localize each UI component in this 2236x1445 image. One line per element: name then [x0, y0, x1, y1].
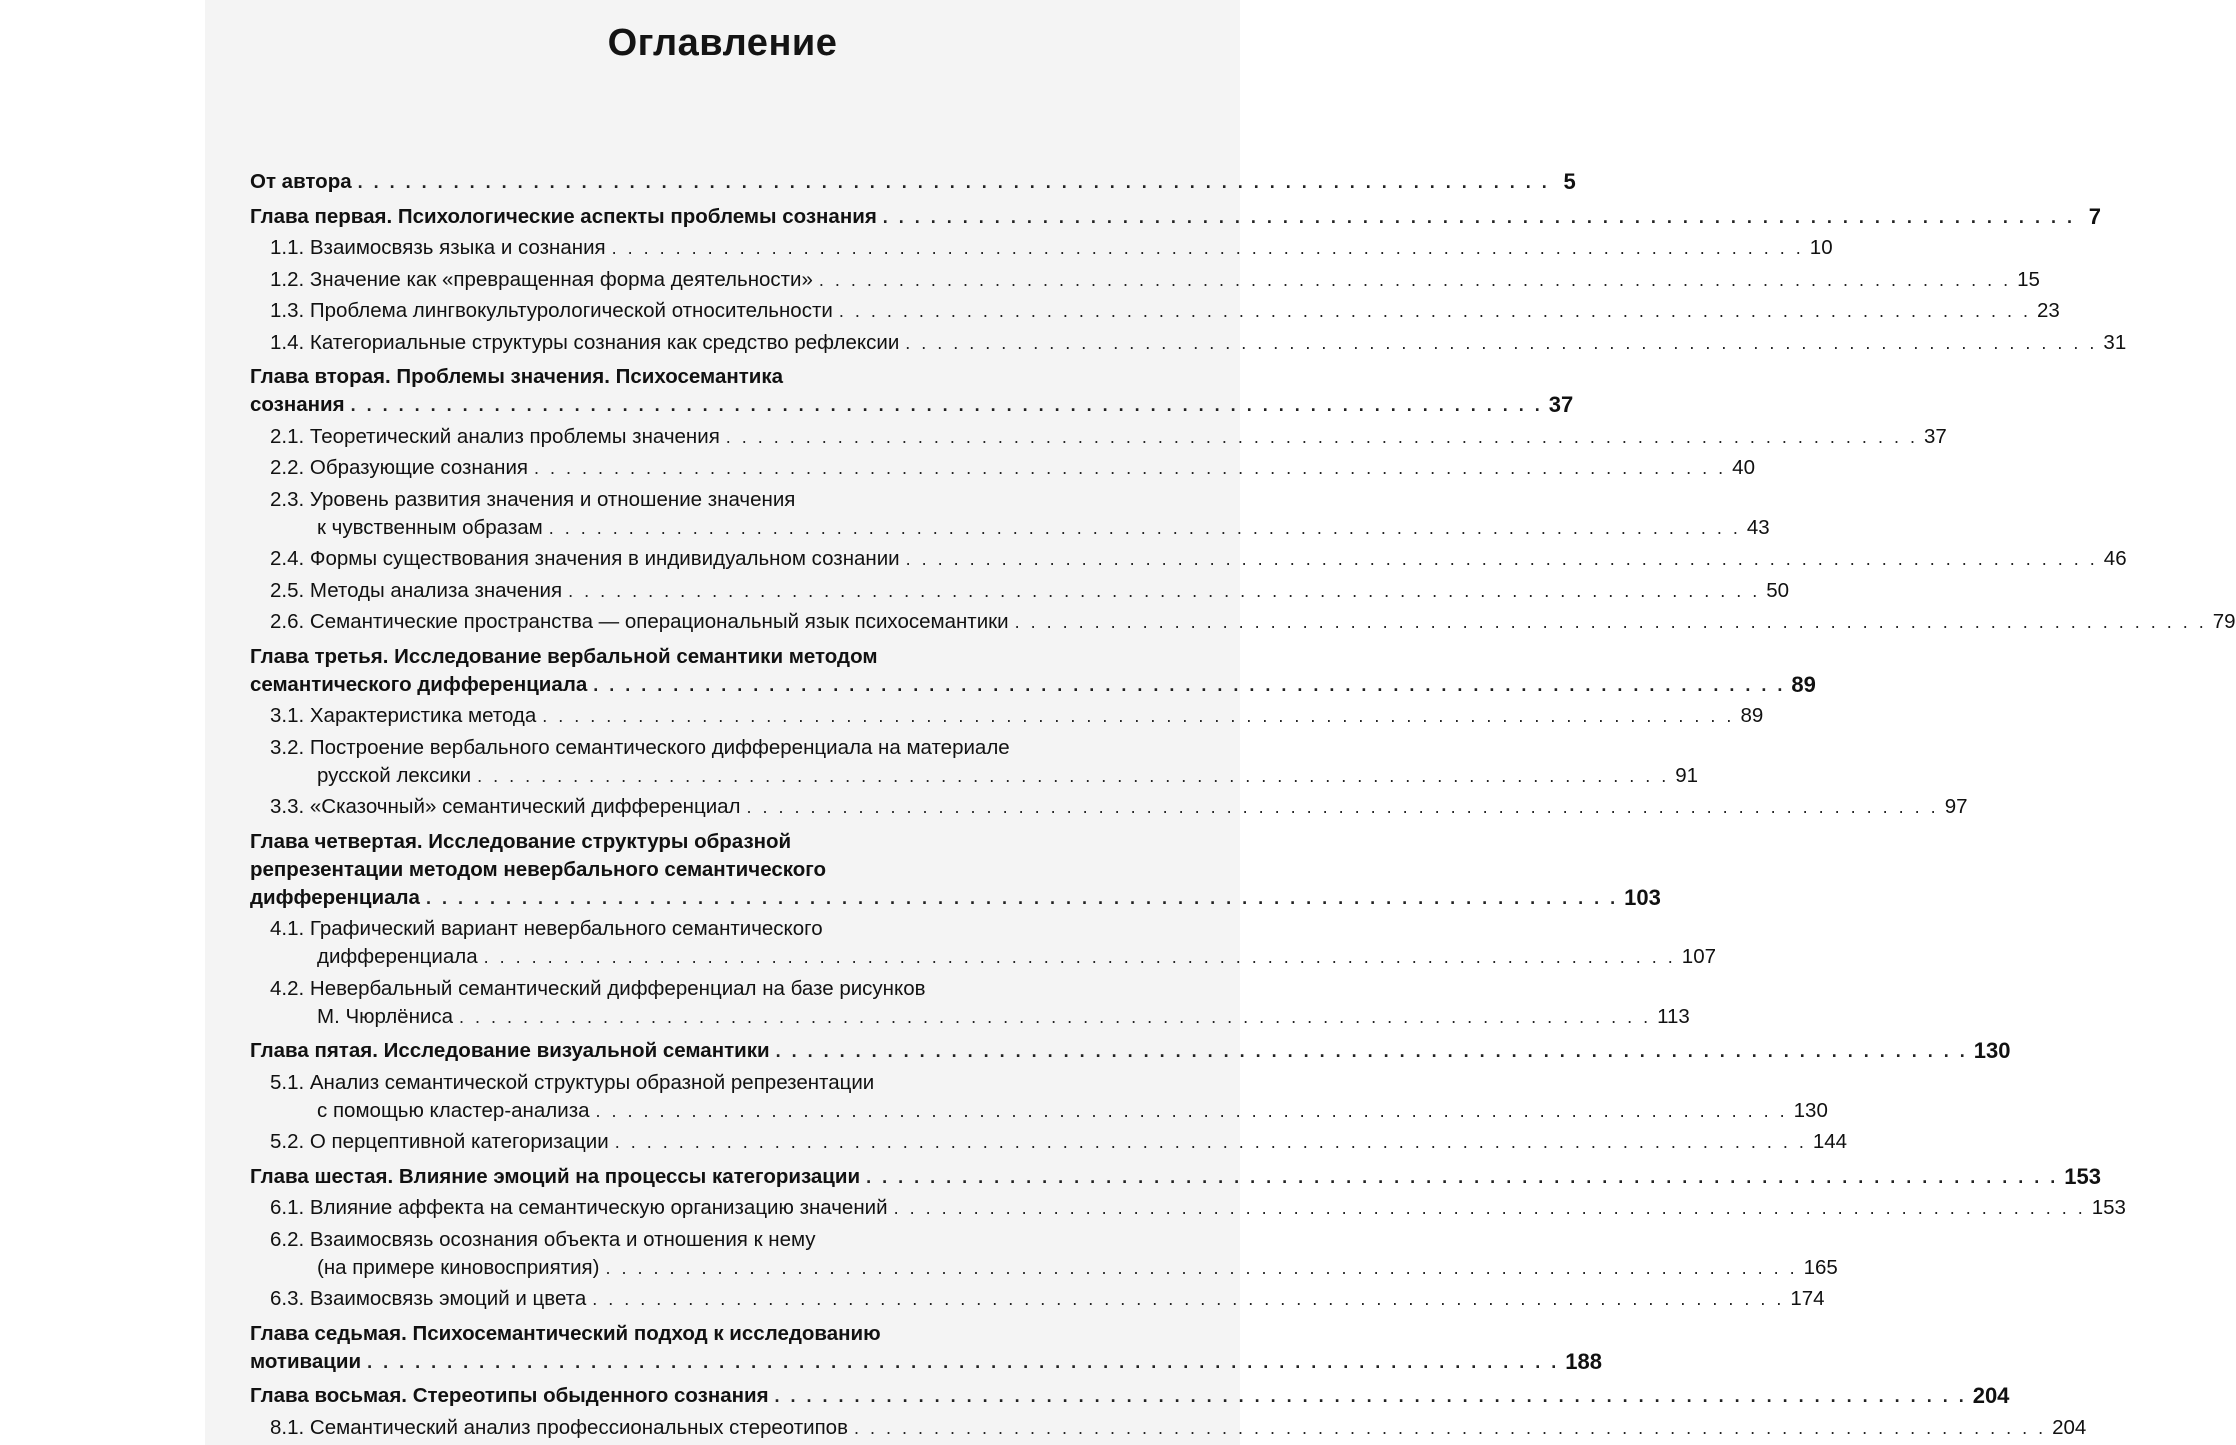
toc-section-title-line: 3.2. Построение вербального семантического дифференциала на материале: [270, 735, 1010, 759]
toc-section: [250, 1414, 2087, 1442]
dot-leader: . . . . . . . . . . . . . . . . . . . . . . . . . . . . . . . . . . . . . . . . . . . . . . . . . . . . . . . . . . . . . . . . . . . . . . . . . . .: [350, 395, 1543, 415]
toc-section-title-line: 4.1. Графический вариант невербального семантического: [270, 917, 823, 940]
toc-chapter: [250, 828, 1661, 912]
dot-leader: . . . . . . . . . . . . . . . . . . . . . . . . . . . . . . . . . . . . . . . . . . . . . . . . . . . . . . . . . . . . . . . . . . . . . . . . . . .: [483, 947, 1676, 967]
toc-section-title-line: русской лексики: [317, 763, 472, 787]
document-page: [205, 0, 2236, 1445]
dot-leader: . . . . . . . . . . . . . . . . . . . . . . . . . . . . . . . . . . . . . . . . . . . . . . . . . . . . . . . . . . . . . . . . . . . . . . . . . . .: [477, 765, 1670, 786]
toc-chapter-page: 5: [1563, 169, 1576, 194]
toc-section-last-line: [270, 943, 1717, 971]
toc-section: [250, 1069, 1828, 1125]
toc-section-page: 204: [2052, 1415, 2087, 1439]
toc-section: [250, 545, 2127, 573]
toc-section-title-line: 5.1. Анализ семантической структуры образной репрезентации: [270, 1070, 875, 1094]
toc-section-page: 107: [1681, 945, 1717, 968]
dot-leader: . . . . . . . . . . . . . . . . . . . . . . . . . . . . . . . . . . . . . . . . . . . . . . . . . . . . . . . . . . . . . . . . . . . . . . . . . . .: [542, 706, 1735, 726]
toc-chapter-last-line: [250, 884, 1661, 912]
toc-section-last-line: [270, 1003, 1690, 1031]
table-of-contents: [250, 168, 2236, 1445]
dot-leader: . . . . . . . . . . . . . . . . . . . . . . . . . . . . . . . . . . . . . . . . . . . . . . . . . . . . . . . . . . . . . . . . . . . . . . . . . . .: [595, 1100, 1788, 1121]
toc-chapter: [250, 643, 1816, 699]
toc-chapter-page: 130: [1973, 1038, 2011, 1063]
toc-section-title-line: 6.2. Взаимосвязь осознания объекта и отношения к нему: [270, 1227, 816, 1251]
toc-section-page: 89: [1740, 704, 1764, 727]
toc-chapter-last-line: [250, 1348, 1602, 1376]
toc-section-page: 130: [1793, 1098, 1828, 1122]
dot-leader: . . . . . . . . . . . . . . . . . . . . . . . . . . . . . . . . . . . . . . . . . . . . . . . . . . . . . . . . . . . . . . . . . . . . . . . . . . .: [568, 580, 1761, 601]
toc-section-page: 91: [1675, 763, 1699, 787]
toc-section: [250, 1226, 1838, 1282]
dot-leader: . . . . . . . . . . . . . . . . . . . . . . . . . . . . . . . . . . . . . . . . . . . . . . . . . . . . . . . . . . . . . . . . . . . . . . . . . . .: [425, 887, 1619, 908]
dot-leader: . . . . . . . . . . . . . . . . . . . . . . . . . . . . . . . . . . . . . . . . . . . . . . . . . . . . . . . . . . . . . . . . . . . . . . . . . . .: [534, 458, 1727, 478]
dot-leader: . . . . . . . . . . . . . . . . . . . . . . . . . . . . . . . . . . . . . . . . . . . . . . . . . . . . . . . . . . . . . . . . . . . . . . . . . . .: [774, 1386, 1967, 1406]
dot-leader: . . . . . . . . . . . . . . . . . . . . . . . . . . . . . . . . . . . . . . . . . . . . . . . . . . . . . . . . . . . . . . . . . . . . . . . . . . .: [611, 238, 1804, 258]
toc-chapter-title: Глава восьмая. Стереотипы обыденного сознания: [250, 1384, 769, 1407]
toc-section-title: 2.5. Методы анализа значения: [270, 578, 563, 602]
toc-chapter: [250, 203, 2101, 231]
dot-leader: . . . . . . . . . . . . . . . . . . . . . . . . . . . . . . . . . . . . . . . . . . . . . . . . . . . . . . . . . . . . . . . . . . . . . . . . . . .: [882, 206, 2075, 227]
toc-section: [250, 702, 1764, 730]
toc-section-page: 79: [2212, 610, 2236, 633]
toc-section-page: 113: [1657, 1004, 1690, 1028]
toc-section-title: 2.2. Образующие сознания: [270, 456, 529, 479]
toc-section: [250, 1128, 1848, 1156]
dot-leader: . . . . . . . . . . . . . . . . . . . . . . . . . . . . . . . . . . . . . . . . . . . . . . . . . . . . . . . . . . . . . . . . . . . . . . . . . . .: [605, 1257, 1798, 1278]
toc-section-last-line: [270, 1097, 1828, 1125]
toc-section-page: 10: [1809, 236, 1833, 259]
page-title: Оглавление: [607, 22, 838, 64]
dot-leader: . . . . . . . . . . . . . . . . . . . . . . . . . . . . . . . . . . . . . . . . . . . . . . . . . . . . . . . . . . . . . . . . . . . . . . . . . . .: [357, 172, 1550, 192]
toc-section-title: 1.2. Значение как «превращенная форма деятельности»: [270, 267, 813, 291]
toc-chapter-title-line: дифференциала: [250, 885, 420, 909]
toc-section-title: 2.6. Семантические пространства — операциональный язык психосемантики: [270, 610, 1009, 633]
dot-leader: . . . . . . . . . . . . . . . . . . . . . . . . . . . . . . . . . . . . . . . . . . . . . . . . . . . . . . . . . . . . . . . . . . . . . . . . . . .: [593, 674, 1786, 695]
toc-section-page: 46: [2103, 547, 2127, 570]
toc-chapter-page: 153: [2064, 1163, 2101, 1189]
toc-section: [250, 1285, 1825, 1313]
toc-chapter-page: 188: [1565, 1348, 1602, 1374]
toc-section-page: 50: [1766, 578, 1790, 602]
toc-section-title-line: с помощью кластер-анализа: [317, 1098, 590, 1122]
toc-chapter-title: Глава шестая. Влияние эмоций на процессы категоризации: [250, 1164, 861, 1188]
dot-leader: . . . . . . . . . . . . . . . . . . . . . . . . . . . . . . . . . . . . . . . . . . . . . . . . . . . . . . . . . . . . . . . . . . . . . . . . . . .: [367, 1351, 1560, 1372]
toc-chapter-page: 37: [1548, 392, 1574, 417]
toc-section: [250, 329, 2127, 357]
toc-section: [250, 608, 2236, 636]
dot-leader: . . . . . . . . . . . . . . . . . . . . . . . . . . . . . . . . . . . . . . . . . . . . . . . . . . . . . . . . . . . . . . . . . . . . . . . . . . .: [459, 1006, 1652, 1027]
toc-section-page: 40: [1732, 456, 1755, 479]
toc-chapter: [250, 1037, 2011, 1065]
toc-section-title: 6.1. Влияние аффекта на семантическую организацию значений: [270, 1196, 888, 1219]
toc-section-page: 97: [1944, 795, 1968, 818]
toc-section-title-line: дифференциала: [317, 945, 478, 968]
toc-section-title-line: 2.3. Уровень развития значения и отношение значения: [270, 487, 796, 511]
dot-leader: . . . . . . . . . . . . . . . . . . . . . . . . . . . . . . . . . . . . . . . . . . . . . . . . . . . . . . . . . . . . . . . . . . . . . . . . . . .: [866, 1166, 2059, 1187]
toc-section: [250, 234, 1833, 262]
toc-section-page: 144: [1812, 1130, 1848, 1153]
toc-section-page: 23: [2036, 299, 2060, 322]
dot-leader: . . . . . . . . . . . . . . . . . . . . . . . . . . . . . . . . . . . . . . . . . . . . . . . . . . . . . . . . . . . . . . . . . . . . . . . . . . .: [818, 269, 2012, 290]
toc-chapter-last-line: [250, 671, 1816, 699]
toc-section-page: 37: [1923, 424, 1947, 448]
toc-section-title: 2.4. Формы существования значения в индивидуальном сознании: [270, 547, 900, 570]
toc-section: [250, 423, 1947, 451]
toc-chapter: [250, 363, 1574, 419]
dot-leader: . . . . . . . . . . . . . . . . . . . . . . . . . . . . . . . . . . . . . . . . . . . . . . . . . . . . . . . . . . . . . . . . . . . . . . . . . . .: [548, 517, 1741, 538]
toc-section-title-line: М. Чюрлёниса: [317, 1004, 453, 1028]
toc-chapter-title-line: Глава вторая. Проблемы значения. Психосемантика: [250, 365, 784, 388]
dot-leader: . . . . . . . . . . . . . . . . . . . . . . . . . . . . . . . . . . . . . . . . . . . . . . . . . . . . . . . . . . . . . . . . . . . . . . . . . . .: [775, 1041, 1968, 1061]
toc-section: [250, 734, 1699, 790]
dot-leader: . . . . . . . . . . . . . . . . . . . . . . . . . . . . . . . . . . . . . . . . . . . . . . . . . . . . . . . . . . . . . . . . . . . . . . . . . . .: [893, 1198, 2086, 1218]
toc-chapter: [250, 168, 1576, 196]
toc-section-title: 5.2. О перцептивной категоризации: [270, 1130, 609, 1153]
toc-chapter-title: Глава пятая. Исследование визуальной семантики: [250, 1039, 770, 1062]
toc-section: [250, 1194, 2126, 1222]
toc-section-page: 15: [2017, 267, 2040, 291]
toc-chapter-title-line: Глава седьмая. Психосемантический подход к исследованию: [250, 1321, 881, 1345]
toc-section: [250, 454, 1755, 482]
toc-section-last-line: [270, 762, 1699, 790]
toc-chapter-page: 103: [1624, 884, 1661, 910]
toc-chapter-page: 204: [1972, 1383, 2010, 1408]
toc-section-title: 1.3. Проблема лингвокультурологической относительности: [270, 299, 833, 322]
toc-section: [250, 915, 1717, 971]
toc-section-title-line: (на примере киновосприятия): [317, 1255, 600, 1279]
toc-section: [250, 975, 1690, 1031]
toc-section-title: 3.3. «Сказочный» семантический дифференциал: [270, 795, 741, 818]
toc-section-title-line: к чувственным образам: [317, 515, 543, 539]
dot-leader: . . . . . . . . . . . . . . . . . . . . . . . . . . . . . . . . . . . . . . . . . . . . . . . . . . . . . . . . . . . . . . . . . . . . . . . . . . .: [905, 332, 2098, 353]
toc-section-title: 2.1. Теоретический анализ проблемы значения: [270, 424, 720, 448]
toc-chapter-title: Глава первая. Психологические аспекты проблемы сознания: [250, 204, 877, 228]
dot-leader: . . . . . . . . . . . . . . . . . . . . . . . . . . . . . . . . . . . . . . . . . . . . . . . . . . . . . . . . . . . . . . . . . . . . . . . . . . .: [614, 1132, 1807, 1152]
toc-chapter: [250, 1163, 2101, 1191]
dot-leader: . . . . . . . . . . . . . . . . . . . . . . . . . . . . . . . . . . . . . . . . . . . . . . . . . . . . . . . . . . . . . . . . . . . . . . . . . . .: [592, 1289, 1785, 1309]
toc-section: [250, 486, 1770, 542]
toc-chapter: [250, 1382, 2010, 1410]
toc-section: [250, 266, 2040, 294]
dot-leader: . . . . . . . . . . . . . . . . . . . . . . . . . . . . . . . . . . . . . . . . . . . . . . . . . . . . . . . . . . . . . . . . . . . . . . . . . . .: [725, 426, 1918, 447]
toc-chapter-title-line: Глава третья. Исследование вербальной семантики методом: [250, 644, 878, 668]
toc-section-page: 31: [2103, 330, 2127, 354]
dot-leader: . . . . . . . . . . . . . . . . . . . . . . . . . . . . . . . . . . . . . . . . . . . . . . . . . . . . . . . . . . . . . . . . . . . . . . . . . . .: [853, 1417, 2047, 1438]
toc-chapter-last-line: [250, 391, 1574, 419]
toc-section-page: 165: [1803, 1255, 1838, 1279]
toc-section-title: 3.1. Характеристика метода: [270, 704, 537, 727]
toc-section-page: 174: [1790, 1287, 1825, 1310]
toc-section-title: 1.1. Взаимосвязь языка и сознания: [270, 236, 606, 259]
toc-chapter-title-line: сознания: [250, 393, 345, 416]
toc-chapter-title-line: Глава четвертая. Исследование структуры образной: [250, 829, 792, 853]
dot-leader: . . . . . . . . . . . . . . . . . . . . . . . . . . . . . . . . . . . . . . . . . . . . . . . . . . . . . . . . . . . . . . . . . . . . . . . . . . .: [746, 797, 1939, 817]
toc-chapter-title-line: семантического дифференциала: [250, 672, 588, 696]
toc-section-last-line: [270, 514, 1770, 542]
toc-chapter-title: От автора: [250, 170, 352, 193]
dot-leader: . . . . . . . . . . . . . . . . . . . . . . . . . . . . . . . . . . . . . . . . . . . . . . . . . . . . . . . . . . . . . . . . . . . . . . . . . . .: [905, 549, 2098, 569]
toc-chapter-page: 7: [2088, 203, 2101, 229]
toc-section-page: 43: [1746, 515, 1770, 539]
dot-leader: . . . . . . . . . . . . . . . . . . . . . . . . . . . . . . . . . . . . . . . . . . . . . . . . . . . . . . . . . . . . . . . . . . . . . . . . . . .: [838, 301, 2031, 321]
toc-section-page: 153: [2091, 1196, 2126, 1219]
toc-section: [250, 297, 2060, 325]
toc-chapter-page: 89: [1791, 671, 1816, 697]
toc-section-title: 8.1. Семантический анализ профессиональных стереотипов: [270, 1415, 848, 1439]
toc-section: [250, 793, 1968, 821]
toc-section-title: 6.3. Взаимосвязь эмоций и цвета: [270, 1287, 587, 1310]
toc-chapter-title-line: репрезентации методом невербального семантического: [250, 857, 827, 881]
dot-leader: . . . . . . . . . . . . . . . . . . . . . . . . . . . . . . . . . . . . . . . . . . . . . . . . . . . . . . . . . . . . . . . . . . . . . . . . . . .: [1014, 612, 2207, 632]
toc-section-last-line: [270, 1254, 1838, 1282]
toc-chapter-title-line: мотивации: [250, 1349, 362, 1373]
toc-section-title: 1.4. Категориальные структуры сознания как средство рефлексии: [270, 330, 900, 354]
toc-section-title-line: 4.2. Невербальный семантический дифференциал на базе рисунков: [270, 976, 926, 1000]
toc-section: [250, 577, 1790, 605]
toc-chapter: [250, 1320, 1602, 1376]
